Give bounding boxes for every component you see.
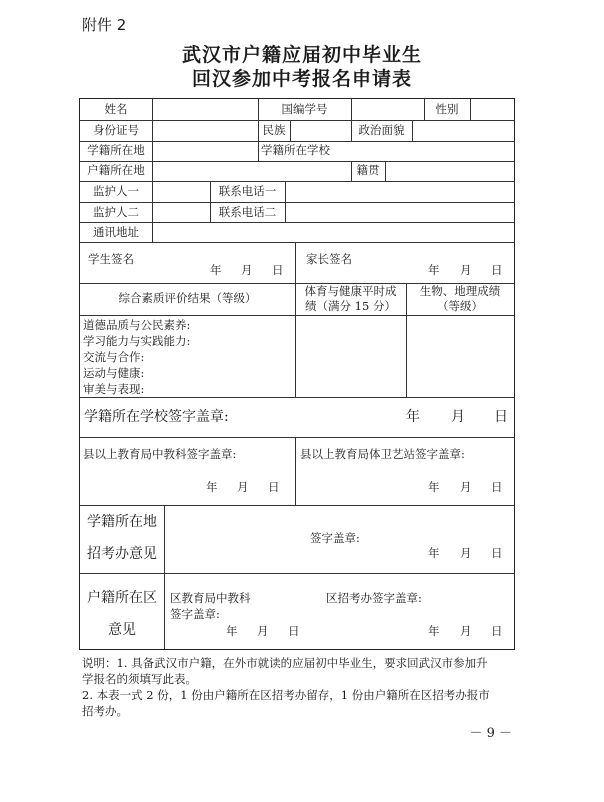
row-line — [80, 202, 514, 203]
school-reg-school-label: 学籍所在学校 — [261, 143, 330, 157]
row-line — [80, 242, 514, 243]
page-number: － 9 － — [469, 726, 512, 741]
county-edu-seal-label: 县以上教育局中教科签字盖章: — [83, 447, 237, 461]
student-sign-month: 月 — [241, 263, 253, 277]
id-card-label: 身份证号 — [93, 123, 139, 137]
pe-header-line2: 绩（满分 15 分） — [305, 299, 396, 313]
student-no-label: 国编学号 — [281, 102, 328, 116]
parent-sign-label: 家长签名 — [306, 252, 352, 266]
hukou-place-label: 户籍所在地 — [87, 163, 145, 177]
attachment-label: 附件 2 — [82, 16, 127, 34]
guardian2-label: 监护人二 — [93, 205, 139, 219]
col-line — [412, 120, 413, 141]
district-exam-month: 月 — [460, 624, 472, 638]
col-line — [164, 505, 165, 649]
row-line — [80, 505, 514, 506]
county-edu-month: 月 — [237, 480, 249, 494]
row-line — [80, 437, 514, 438]
col-line — [152, 222, 153, 242]
district-edu-label-line2: 签字盖章: — [170, 607, 220, 621]
row-line — [80, 161, 514, 162]
form-title-line2: 回汉参加中考报名申请表 — [191, 68, 412, 90]
guardian1-label: 监护人一 — [93, 184, 139, 198]
student-sign-day: 日 — [272, 263, 284, 277]
row-line — [80, 141, 514, 142]
row-line — [80, 573, 514, 574]
bio-geo-header-line2: （等级） — [437, 299, 483, 313]
name-label: 姓名 — [104, 102, 128, 116]
school-seal-month: 月 — [451, 409, 465, 425]
reg-office-year: 年 — [428, 546, 440, 560]
col-line — [258, 141, 259, 161]
aesthetics-item: 审美与表现: — [83, 382, 145, 396]
col-line — [285, 181, 286, 222]
row-line — [80, 315, 514, 316]
county-pe-seal-label: 县以上教育局体卫艺站签字盖章: — [300, 447, 465, 461]
row-line — [80, 181, 514, 182]
hukou-opinion-label-line2: 意见 — [108, 622, 136, 638]
parent-sign-year: 年 — [428, 263, 440, 277]
district-exam-year: 年 — [428, 624, 440, 638]
col-line — [295, 437, 296, 505]
school-seal-label: 学籍所在学校签字盖章: — [84, 409, 229, 425]
reg-office-label-line1: 学籍所在地 — [87, 514, 157, 530]
row-line — [80, 397, 514, 398]
col-line — [385, 161, 386, 181]
hukou-opinion-label-line1: 户籍所在区 — [87, 590, 157, 606]
gender-label: 性别 — [435, 102, 459, 116]
native-place-label: 籍贯 — [356, 163, 380, 177]
student-sign-year: 年 — [210, 263, 222, 277]
county-pe-day: 日 — [491, 480, 503, 494]
moral-item: 道德品质与公民素养: — [83, 318, 191, 332]
note-1-line2: 学报名的须填写此表。 — [82, 672, 197, 686]
reg-office-sign-seal: 签字盖章: — [310, 531, 360, 545]
reg-office-month: 月 — [460, 546, 472, 560]
col-line — [470, 99, 471, 120]
reg-office-label-line2: 招考办意见 — [87, 546, 157, 562]
col-line — [152, 181, 153, 222]
phone2-label: 联系电话二 — [218, 205, 277, 219]
county-edu-year: 年 — [206, 480, 218, 494]
parent-sign-day: 日 — [491, 263, 503, 277]
district-edu-year: 年 — [226, 624, 238, 638]
note-1-line1: 说明：1. 具备武汉市户籍，在外市就读的应届初中毕业生，要求回武汉市参加升 — [82, 656, 488, 670]
district-edu-month: 月 — [257, 624, 269, 638]
phone1-label: 联系电话一 — [218, 184, 277, 198]
school-seal-year: 年 — [406, 409, 420, 425]
county-pe-month: 月 — [460, 480, 472, 494]
bio-geo-header-line1: 生物、地理成绩 — [419, 284, 501, 298]
county-edu-day: 日 — [268, 480, 280, 494]
parent-sign-month: 月 — [460, 263, 472, 277]
reg-office-day: 日 — [491, 546, 503, 560]
col-line — [351, 99, 352, 120]
row-line — [80, 222, 514, 223]
note-2-line1: 2. 本表一式 2 份，1 份由户籍所在区招考办留存，1 份由户籍所在区招考办报市 — [82, 688, 490, 702]
learning-item: 学习能力与实践能力: — [83, 334, 191, 348]
student-sign-label: 学生签名 — [88, 252, 134, 266]
quality-eval-header: 综合素质评价结果（等级） — [118, 291, 257, 305]
col-line — [295, 242, 296, 283]
communication-item: 交流与合作: — [83, 350, 145, 364]
political-label: 政治面貌 — [358, 123, 405, 137]
county-pe-year: 年 — [428, 480, 440, 494]
col-line — [290, 120, 291, 141]
address-label: 通讯地址 — [93, 225, 139, 239]
school-reg-place-label: 学籍所在地 — [87, 143, 145, 157]
district-edu-label-line1: 区教育局中教科 — [170, 591, 251, 605]
row-line — [80, 120, 514, 121]
col-line — [152, 99, 153, 181]
application-form-table — [79, 98, 515, 650]
school-seal-day: 日 — [494, 409, 508, 425]
ethnicity-label: 民族 — [262, 123, 286, 137]
district-edu-day: 日 — [288, 624, 300, 638]
district-exam-day: 日 — [491, 624, 503, 638]
district-exam-seal-label: 区招考办签字盖章: — [326, 591, 422, 605]
form-title-line1: 武汉市户籍应届初中毕业生 — [181, 44, 422, 66]
pe-header-line1: 体育与健康平时成 — [304, 284, 397, 298]
sport-item: 运动与健康: — [83, 366, 145, 380]
note-2-line2: 招考办。 — [82, 704, 128, 718]
